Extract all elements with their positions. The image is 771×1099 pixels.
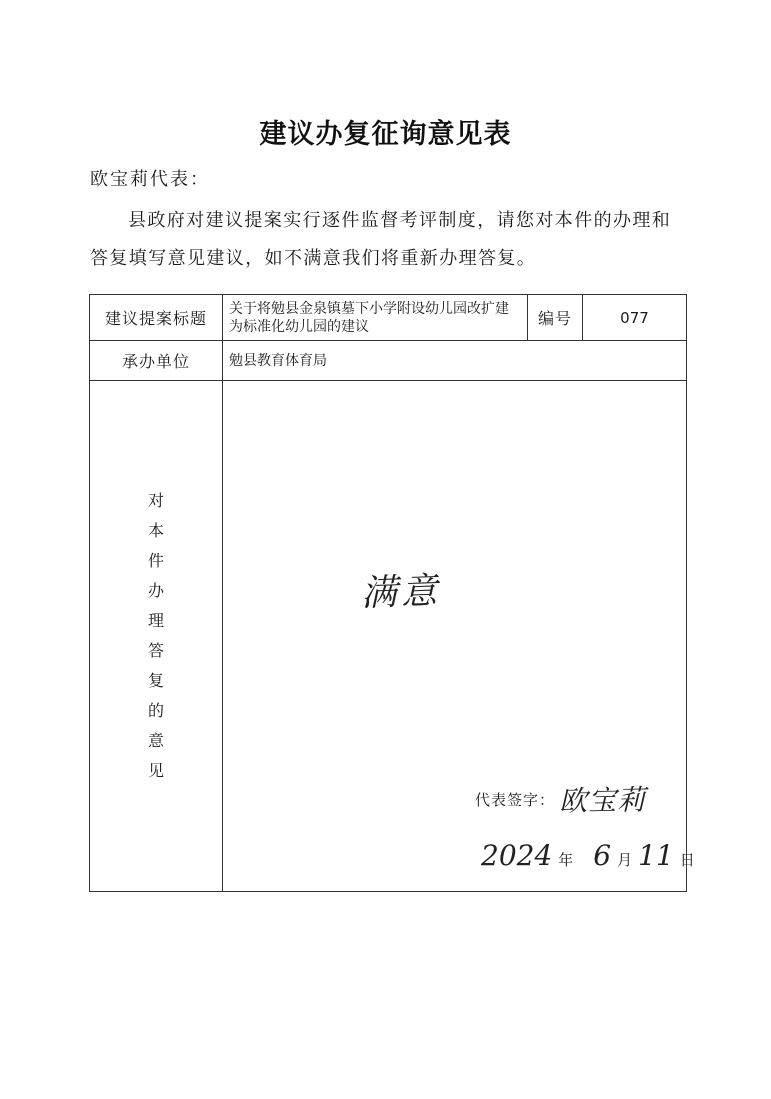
unit-row: [90, 341, 687, 381]
date-year: 2024: [481, 839, 553, 872]
title-value: 关于将勉县金泉镇墓下小学附设幼儿园改扩建为标准化幼儿园的建议: [223, 295, 528, 341]
opinion-row: [90, 381, 687, 892]
date-month-unit: 月: [617, 851, 633, 869]
opinion-area: [223, 381, 695, 891]
salutation: 欧宝莉代表：: [90, 169, 210, 190]
date-day: 11: [638, 839, 674, 872]
intro-paragraph: 县政府对建议提案实行逐件监督考评制度，请您对本件的办理和答复填写意见建议，如不满意我们将重新办理答复。: [90, 210, 672, 269]
unit-label: 承办单位: [90, 341, 223, 381]
date-year-unit: 年: [558, 851, 574, 869]
signature-row: [475, 779, 646, 819]
date-month: 6: [593, 839, 612, 872]
page-title: 建议办复征询意见表: [259, 119, 512, 150]
number-value: 077: [583, 295, 687, 341]
handwritten-signature: 欧宝莉: [558, 783, 647, 818]
opinion-label: 对本件办理答复的意见: [147, 491, 164, 780]
title-label: 建议提案标题: [90, 295, 223, 341]
title-row: [90, 295, 687, 341]
handwritten-opinion: 满意: [360, 570, 442, 615]
date-row: [481, 839, 701, 872]
opinion-form-table: [89, 294, 695, 892]
opinion-content-cell: [223, 381, 695, 892]
number-label: 编号: [528, 295, 583, 341]
signature-label: 代表签字：: [475, 790, 556, 809]
unit-value: 勉县教育体育局: [223, 341, 687, 381]
opinion-label-cell: [90, 381, 223, 892]
date-day-unit: 日: [679, 851, 695, 869]
